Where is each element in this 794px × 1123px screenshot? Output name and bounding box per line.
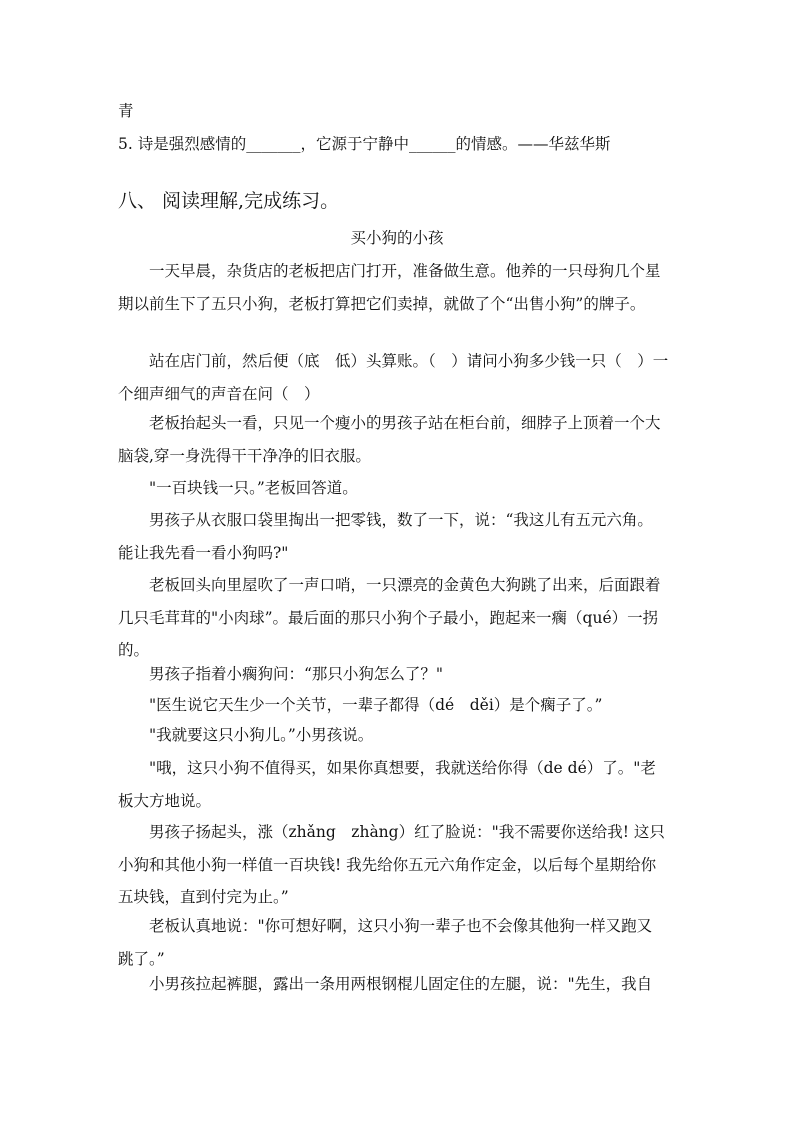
paragraph-6: 老板回头向里屋吹了一声口哨，一只漂亮的金黄色大狗跳了出来，后面跟着几只毛茸茸的"小肉球”。最后面的那只小狗个子最小，跑起来一瘸（qué）一拐的。 [118,576,661,659]
paragraph-5: 男孩子从衣服口袋里掏出一把零钱，数了一下，说：“我这儿有五元六角。能让我先看一看小狗吗?" [118,511,653,562]
paragraph-3: 老板抬起头一看，只见一个瘦小的男孩子站在柜台前，细脖子上顶着一个大脑袋,穿一身洗得干干净净的旧衣服。 [118,414,661,465]
paragraph-11: 男孩子扬起头，涨（zhǎng zhàng）红了脸说："我不需要你送给我! 这只小狗和其他小狗一样值一百块钱! 我先给你五元六角作定金，以后每个星期给你五块钱，直到付完为止。” [118,823,665,906]
story-title: 买小狗的小孩 [350,229,444,247]
paragraph-13: 小男孩拉起裤腿，露出一条用两根钢棍儿固定住的左腿，说："先生，我自 [149,975,653,993]
paragraph-4: "一百块钱一只。”老板回答道。 [149,479,358,497]
previous-answer-fragment: 青 [118,102,134,120]
paragraph-12: 老板认真地说："你可想好啊，这只小狗一辈子也不会像其他狗一样又跑又跳了。” [118,917,653,968]
paragraph-2-text: 站在店门前，然后便（底 低）头算账。（ ）请问小狗多少钱一只（ ）一个细声细气的声音在问（ ） [118,352,669,403]
paragraph-7: 男孩子指着小瘸狗问：“那只小狗怎么了？" [149,665,444,683]
paragraph-10: "哦，这只小狗不值得买，如果你真想要，我就送给你得（de dé）了。"老板大方地说。 [118,759,656,810]
question-5: 5. 诗是强烈感情的_______，它源于宁静中______的情感。——华兹华斯 [118,135,611,153]
paragraph-2 [118,345,678,410]
paragraph-9: "我就要这只小狗儿。”小男孩说。 [149,726,374,744]
section-heading: 八、 阅读理解,完成练习。 [118,190,340,212]
paragraph-8: "医生说它天生少一个关节，一辈子都得（dé děi）是个瘸子了。” [149,696,603,714]
paragraph-1: 一天早晨，杂货店的老板把店门打开，准备做生意。他养的一只母狗几个星期以前生下了五只小狗，老板打算把它们卖掉，就做了个“出售小狗”的牌子。 [118,262,661,313]
